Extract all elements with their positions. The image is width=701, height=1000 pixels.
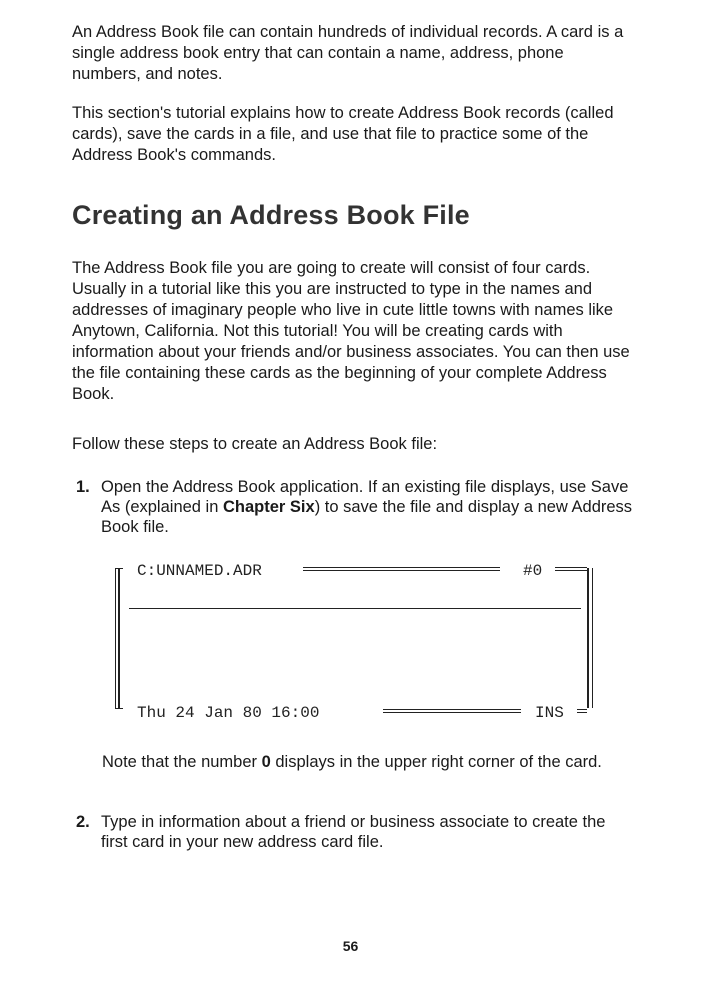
note-paragraph xyxy=(102,752,642,773)
chapter-reference: Chapter Six xyxy=(223,498,315,516)
screen-title-rule-right xyxy=(555,567,587,571)
screen-insert-mode: INS xyxy=(535,704,564,722)
note-text-before: Note that the number xyxy=(102,753,262,771)
screen-card-number: #0 xyxy=(523,562,543,580)
page-number: 56 xyxy=(342,938,359,954)
screen-corner-top-left xyxy=(115,568,123,569)
screen-border-right-outer xyxy=(592,568,593,708)
screen-status-rule-right xyxy=(577,709,587,713)
section-heading: Creating an Address Book File xyxy=(72,200,470,230)
step-1-text-before: Open the Address Book application. If an existing file displays, use Save As (explained in xyxy=(101,478,629,516)
step-2-text: Type in information about a friend or business associate to create the first card in your new address card file. xyxy=(101,813,606,851)
note-text-after: displays in the upper right corner of the card. xyxy=(270,753,602,771)
step-1-text-after: ) to save the file and display a new Address Book file. xyxy=(101,498,633,536)
step-1-text xyxy=(101,477,636,537)
address-book-screen xyxy=(115,560,597,720)
steps-intro: Follow these steps to create an Address Book file: xyxy=(72,435,438,453)
screen-status-rule xyxy=(383,709,521,713)
step-2-number: 2. xyxy=(76,813,90,831)
intro-paragraph-2: This section's tutorial explains how to create Address Book records (called cards), save the cards in a file, and use that file to practice some of the Address Book's commands. xyxy=(72,104,614,164)
screen-border-left-outer xyxy=(115,568,116,708)
screen-date-time: Thu 24 Jan 80 16:00 xyxy=(137,704,320,722)
screen-separator xyxy=(129,608,581,609)
step-2 xyxy=(76,812,636,852)
screen-border-left xyxy=(118,568,120,708)
screen-border-right xyxy=(587,568,589,708)
screen-corner-bottom-left xyxy=(115,708,123,709)
screen-title-rule xyxy=(303,567,500,571)
note-number: 0 xyxy=(261,753,271,771)
step-1 xyxy=(76,477,636,537)
step-1-number: 1. xyxy=(76,478,90,496)
section-paragraph: The Address Book file you are going to create will consist of four cards. Usually in a tutorial like this you are instructed to type in the names and addresses of imaginary people who live in cute little towns with names like Anytown, California. Not this tutorial! You will be creating cards with information about your friends and/or business associates. You can then use the file containing these cards as the beginning of your complete Address Book. xyxy=(72,259,630,403)
screen-filename: C:UNNAMED.ADR xyxy=(137,562,262,580)
intro-paragraph-1: An Address Book file can contain hundreds of individual records. A card is a single address book entry that can contain a name, address, phone numbers, and notes. xyxy=(72,23,624,83)
